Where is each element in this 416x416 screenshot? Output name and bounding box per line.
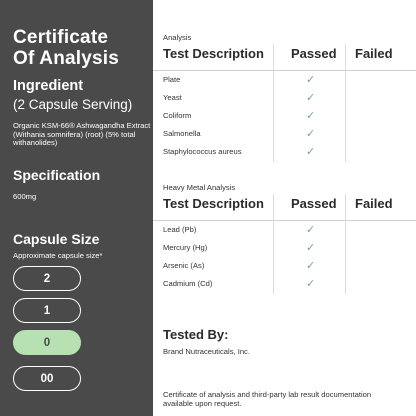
table-row: [153, 107, 416, 125]
certificate-title: Certificate Of Analysis: [13, 27, 120, 69]
table-row: [153, 89, 416, 107]
check-icon: ✓: [306, 128, 316, 140]
column-divider: [345, 44, 346, 162]
table-row: [153, 143, 416, 161]
test-name: Coliform: [163, 111, 192, 120]
check-icon: ✓: [306, 74, 316, 86]
table-row: [153, 239, 416, 257]
specification-heading: Specification: [13, 167, 101, 183]
test-name: Mercury (Hg): [163, 243, 208, 252]
capsule-size-heading: Capsule Size: [13, 231, 100, 247]
check-icon: ✓: [306, 242, 316, 254]
test-name: Arsenic (As): [163, 261, 205, 270]
test-name: Yeast: [163, 93, 182, 102]
tested-by-lab: Brand Nutraceuticals, Inc.: [163, 347, 250, 356]
check-icon: ✓: [306, 224, 316, 236]
check-icon: ✓: [306, 278, 316, 290]
heavy-metal-table: [153, 220, 416, 293]
check-icon: ✓: [306, 260, 316, 272]
check-icon: ✓: [306, 92, 316, 104]
column-divider: [345, 194, 346, 294]
test-name: Plate: [163, 75, 181, 84]
results-panel: [153, 0, 416, 416]
column-divider: [273, 44, 274, 162]
footer-note: Certificate of analysis and third-party lab result documentation available upon request.: [163, 390, 372, 408]
ingredient-description: Organic KSM-66® Ashwagandha Extract (Withania somnifera) (root) (5% total withanolides): [13, 121, 151, 148]
table-row: [153, 71, 416, 89]
table-row: [153, 125, 416, 143]
tested-by-heading: Tested By:: [163, 327, 229, 342]
heavy-header-passed: Passed: [291, 196, 337, 211]
analysis-header-description: Test Description: [163, 46, 264, 61]
check-icon: ✓: [306, 146, 316, 158]
table-row: [153, 221, 416, 239]
test-name: Lead (Pb): [163, 225, 197, 234]
serving-size: (2 Capsule Serving): [13, 97, 133, 112]
heavy-metal-label: Heavy Metal Analysis: [163, 183, 236, 192]
heavy-header-failed: Failed: [355, 196, 393, 211]
capsule-size-option[interactable]: 1: [13, 298, 81, 323]
analysis-table: [153, 70, 416, 161]
capsule-size-note: Approximate capsule size*: [13, 251, 103, 260]
capsule-size-option[interactable]: 00: [13, 366, 81, 391]
column-divider: [273, 194, 274, 294]
ingredient-heading: Ingredient: [13, 78, 84, 94]
analysis-header-failed: Failed: [355, 46, 393, 61]
capsule-size-option[interactable]: 2: [13, 266, 81, 291]
table-row: [153, 275, 416, 293]
specification-value: 600mg: [13, 192, 37, 201]
test-name: Staphylococcus aureus: [163, 147, 242, 156]
test-name: Salmonella: [163, 129, 201, 138]
test-name: Cadmium (Cd): [163, 279, 213, 288]
analysis-label: Analysis: [163, 33, 192, 42]
table-row: [153, 257, 416, 275]
analysis-header-passed: Passed: [291, 46, 337, 61]
heavy-header-description: Test Description: [163, 196, 264, 211]
capsule-size-option[interactable]: 0: [13, 330, 81, 355]
info-panel: [0, 0, 153, 416]
check-icon: ✓: [306, 110, 316, 122]
